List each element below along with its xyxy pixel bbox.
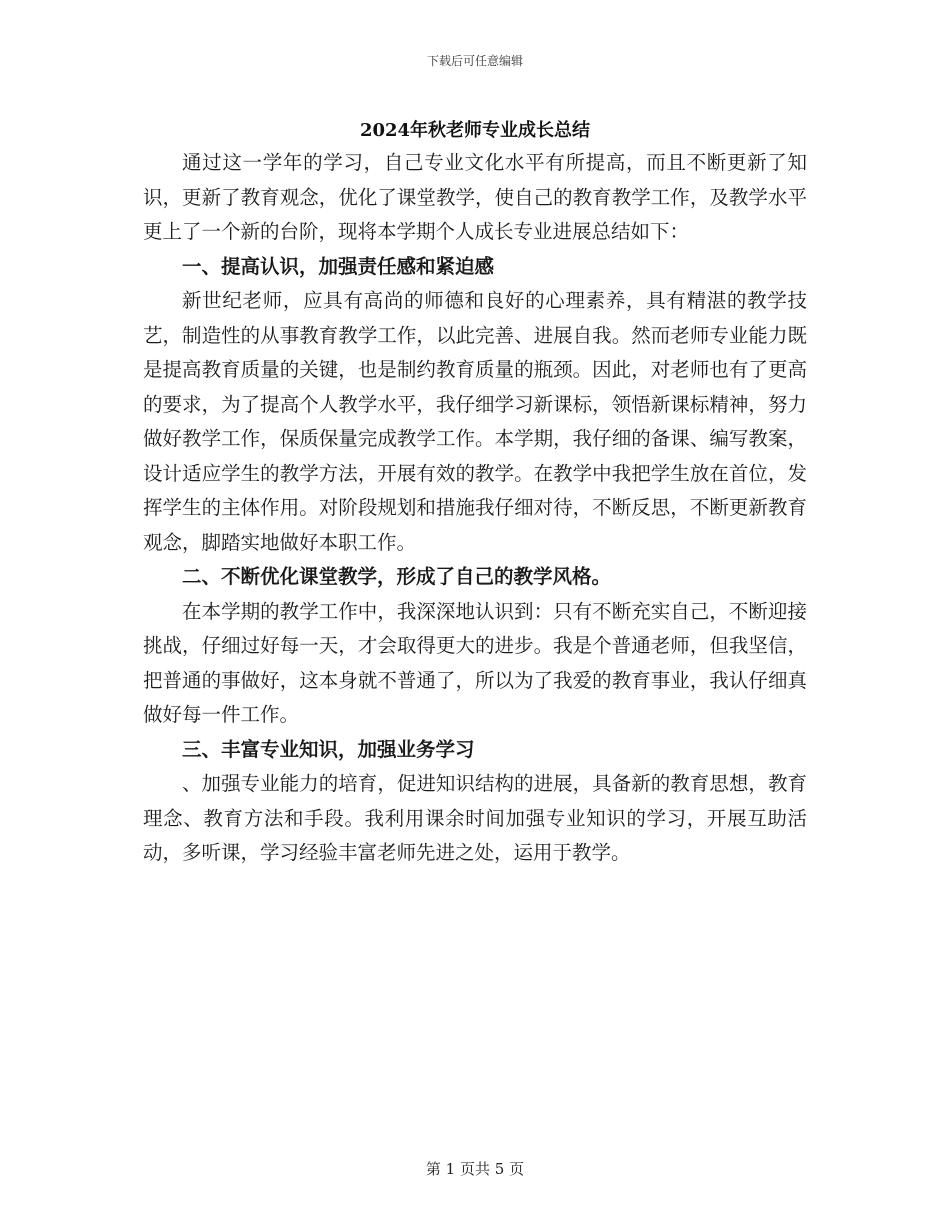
document-title: 2024年秋老师专业成长总结 xyxy=(359,120,591,141)
section-heading-1: 一、提高认识，加强责任感和紧迫感 xyxy=(182,254,495,278)
document-body xyxy=(143,146,807,871)
page-number: 第 1 页共 5 页 xyxy=(425,1160,525,1178)
section-heading-2: 二、不断优化课堂教学，形成了自己的教学风格。 xyxy=(182,565,612,588)
section-heading-3: 三、丰富专业知识，加强业务学习 xyxy=(182,737,475,761)
header-note: 下载后可任意编辑 xyxy=(426,54,523,68)
section-paragraph-2: 在本学期的教学工作中，我深深地认识到：只有不断充实自己，不断迎接挑战，仔细过好每一天，才会取得更大的进步。我是个普通老师，但我坚信，把普通的事做好，这本身就不普通了，所以为了我爱的教育事业，我认仔细真做好每一件工作。 xyxy=(143,599,807,726)
intro-paragraph: 通过这一学年的学习，自己专业文化水平有所提高，而且不断更新了知识，更新了教育观念，优化了课堂教学，使自己的教育教学工作，及教学水平更上了一个新的台阶，现将本学期个人成长专业进展总结如下： xyxy=(143,151,807,243)
section-paragraph-3: 、加强专业能力的培育，促进知识结构的进展，具备新的教育思想，教育理念、教育方法和手段。我利用课余时间加强专业知识的学习，开展互助活动，多听课，学习经验丰富老师先进之处，运用于教学。 xyxy=(143,772,807,864)
section-paragraph-1: 新世纪老师，应具有高尚的师德和良好的心理素养，具有精湛的教学技艺，制造性的从事教育教学工作，以此完善、进展自我。然而老师专业能力既是提高教育质量的关键，也是制约教育质量的瓶颈。因此，对老师也有了更高的要求，为了提高个人教学水平，我仔细学习新课标，领悟新课标精神，努力做好教学工作，保质保量完成教学工作。本学期，我仔细的备课、编写教案，设计适应学生的教学方法，开展有效的教学。在教学中我把学生放在首位，发挥学生的主体作用。对阶段规划和措施我仔细对待，不断反思，不断更新教育观念，脚踏实地做好本职工作。 xyxy=(143,289,807,554)
